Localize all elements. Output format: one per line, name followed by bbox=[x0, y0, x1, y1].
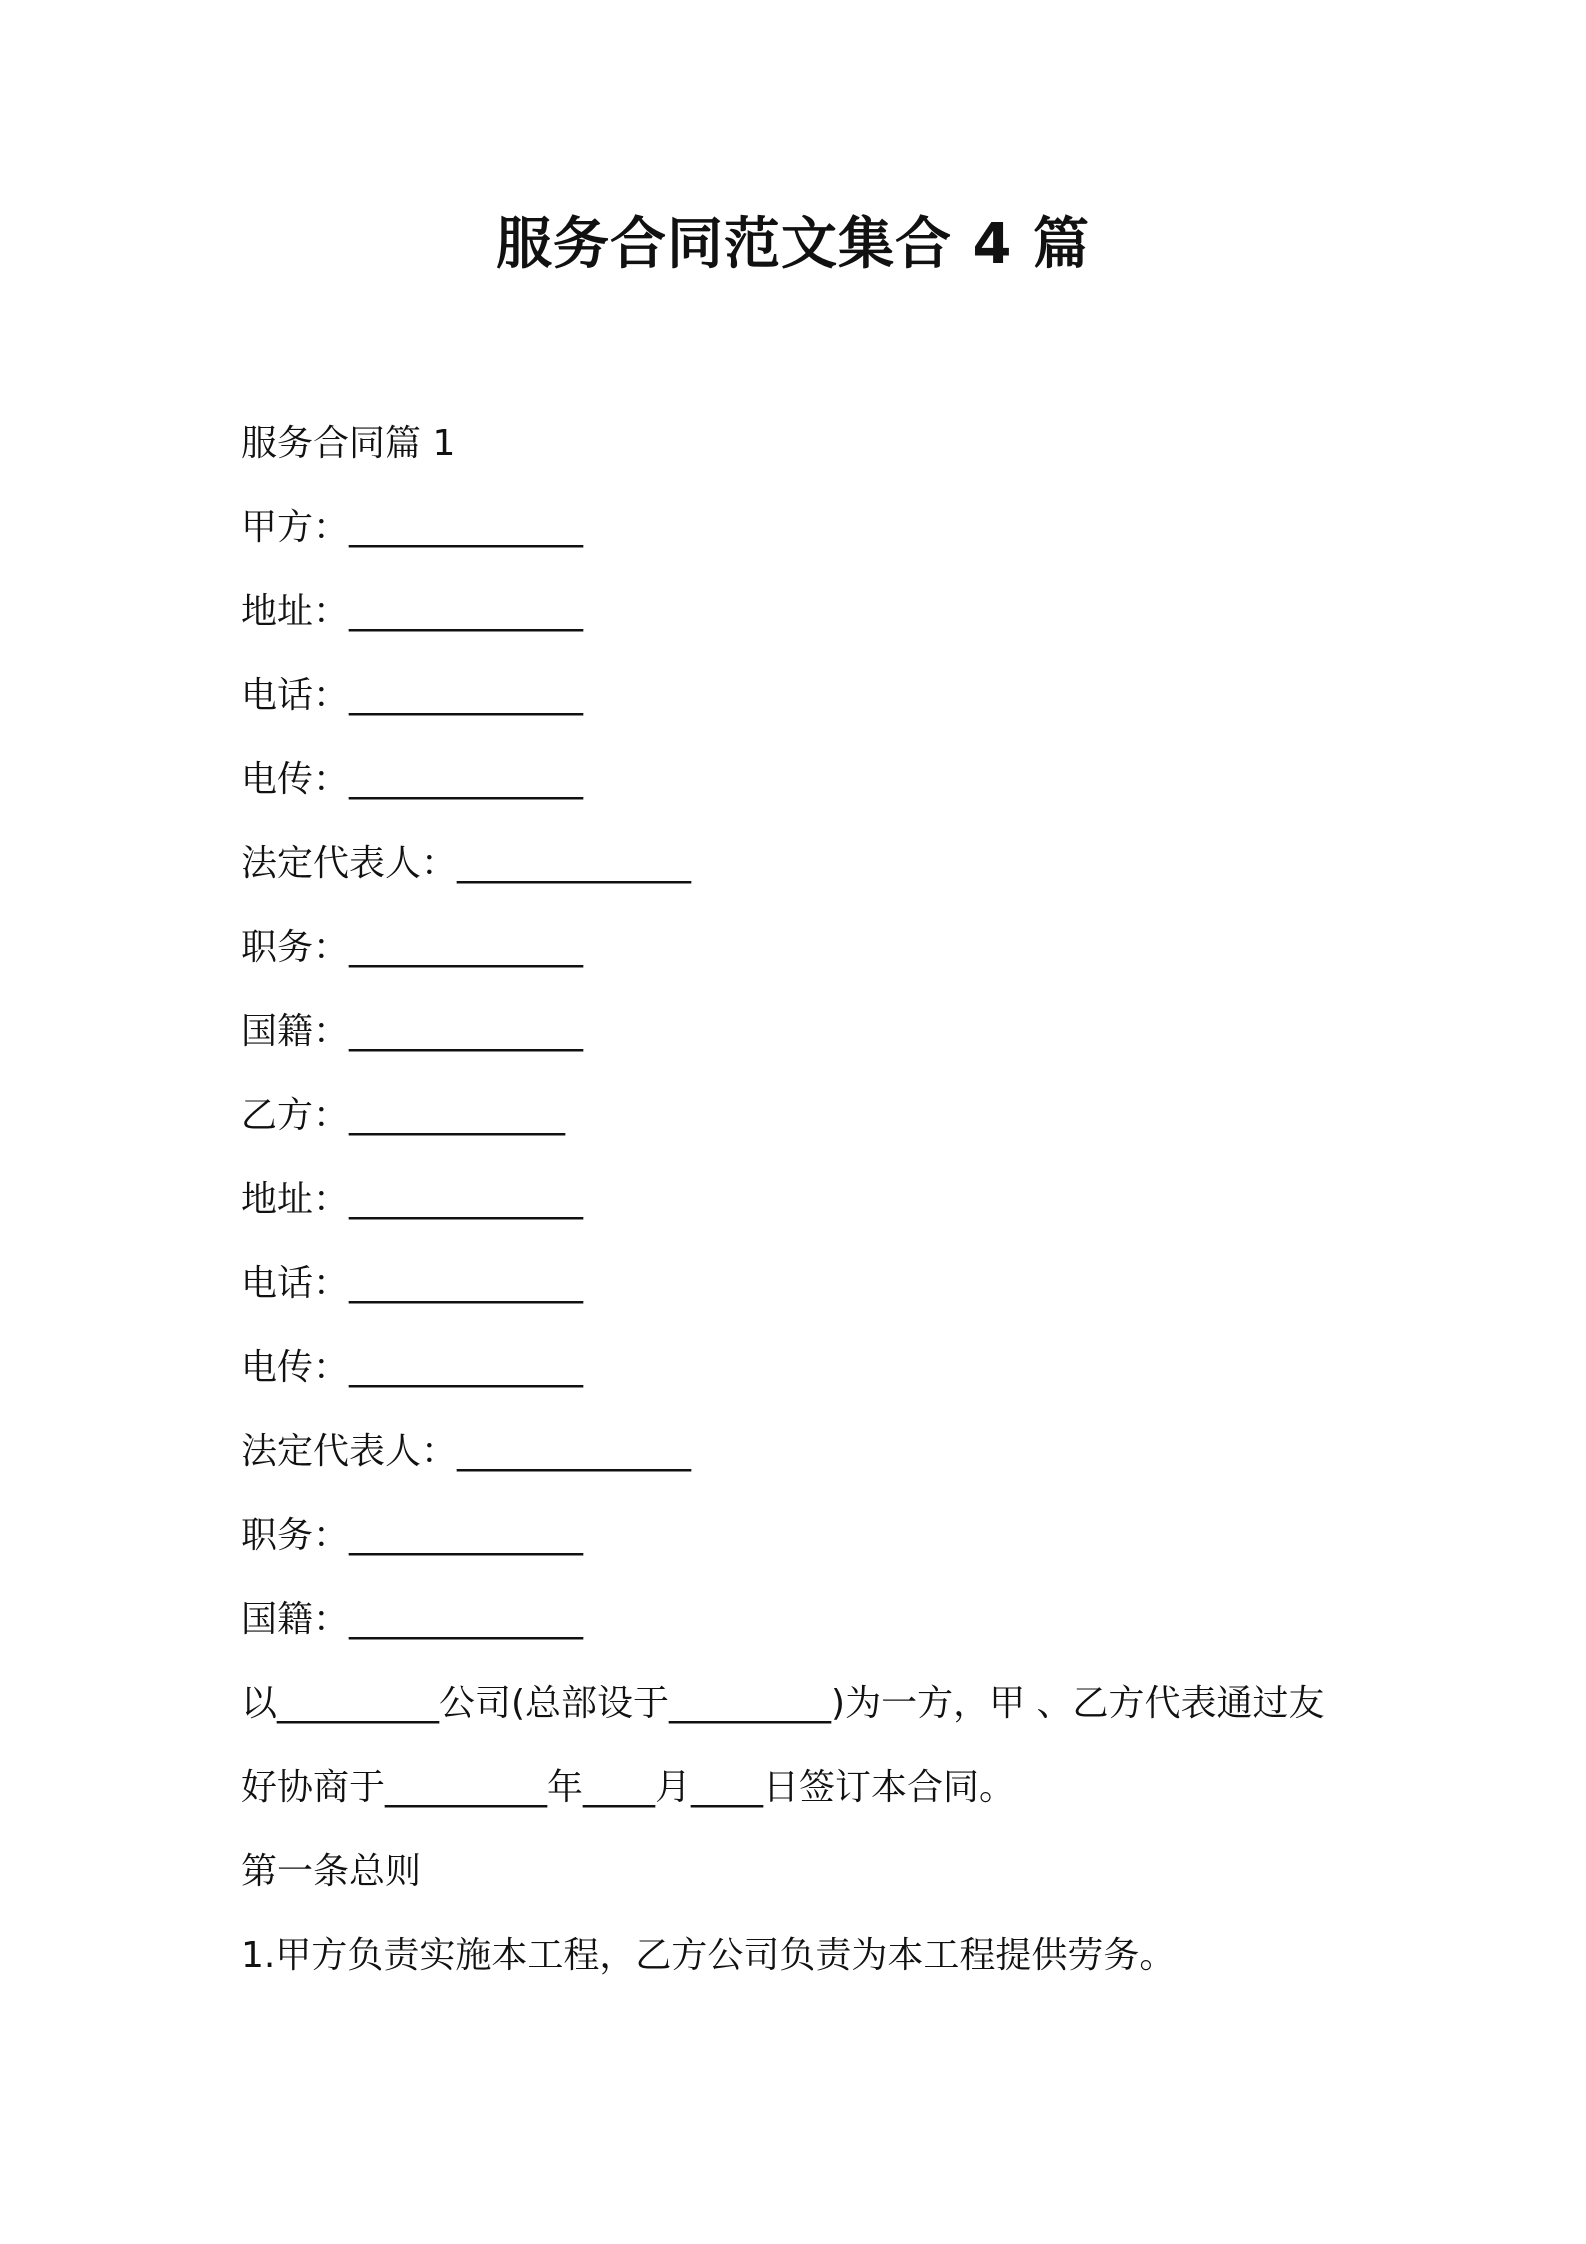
party-a-legal-rep-field: 法定代表人：_____________ bbox=[241, 843, 692, 884]
party-a-position-field: 职务：_____________ bbox=[241, 927, 584, 968]
party-b-nationality-field: 国籍：_____________ bbox=[241, 1599, 584, 1640]
section-heading: 服务合同篇 1 bbox=[241, 423, 456, 464]
agreement-paragraph-line-2: 好协商于_________年____月____日签订本合同。 bbox=[241, 1767, 1016, 1808]
party-b-address-field: 地址：_____________ bbox=[241, 1179, 584, 1220]
party-b-phone-field: 电话：_____________ bbox=[241, 1263, 584, 1304]
party-b-fax-field: 电传：_____________ bbox=[241, 1347, 584, 1388]
party-a-field: 甲方：_____________ bbox=[241, 507, 584, 548]
party-a-nationality-field: 国籍：_____________ bbox=[241, 1011, 584, 1052]
party-a-phone-field: 电话：_____________ bbox=[241, 675, 584, 716]
article-heading: 第一条总则 bbox=[241, 1851, 422, 1892]
party-b-position-field: 职务：_____________ bbox=[241, 1515, 584, 1556]
document-title: 服务合同范文集合 4 篇 bbox=[496, 212, 1090, 277]
party-a-address-field: 地址：_____________ bbox=[241, 591, 584, 632]
document-body bbox=[241, 402, 1391, 1998]
party-b-field: 乙方：____________ bbox=[241, 1095, 566, 1136]
article-clause: 1.甲方负责实施本工程，乙方公司负责为本工程提供劳务。 bbox=[241, 1935, 1176, 1976]
agreement-paragraph-line-1: 以_________公司(总部设于_________)为一方，甲 、乙方代表通过友 bbox=[241, 1683, 1325, 1724]
party-a-fax-field: 电传：_____________ bbox=[241, 759, 584, 800]
party-b-legal-rep-field: 法定代表人：_____________ bbox=[241, 1431, 692, 1472]
